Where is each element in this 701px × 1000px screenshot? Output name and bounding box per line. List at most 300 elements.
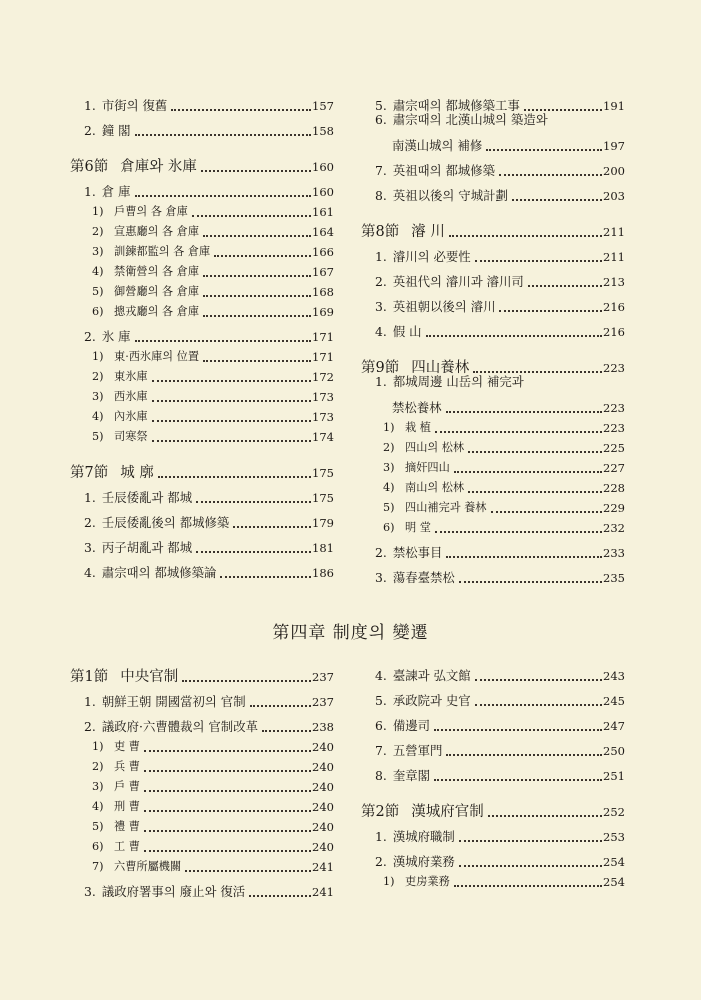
toc-entry-title: 濬川의 必要性 (392, 249, 471, 264)
toc-entry (70, 530, 334, 555)
toc-entry (361, 239, 625, 264)
dot-leader (486, 148, 602, 151)
toc-entry-title: 英祖以後의 守城計劃 (392, 188, 508, 203)
dot-leader (435, 430, 602, 433)
toc-entry (361, 844, 625, 869)
toc-entry-number: 第6節 (70, 159, 109, 175)
toc-page-number: 227 (603, 461, 625, 475)
toc-page-number: 240 (312, 760, 334, 774)
toc-entry-number: 1) (92, 205, 104, 218)
dot-leader (158, 475, 311, 478)
toc-entry-number: 2) (92, 370, 104, 383)
toc-entry-title: 氷 庫 (101, 329, 131, 344)
dot-leader (499, 309, 602, 312)
toc-page-number: 237 (312, 670, 334, 684)
toc-page-number: 175 (312, 466, 334, 480)
toc-entry-title: 城 廓 (120, 465, 154, 481)
toc-entry (361, 475, 625, 495)
toc-entry (70, 113, 334, 138)
toc-page-number: 171 (312, 350, 334, 364)
toc-entry-number: 1. (84, 98, 96, 113)
toc-page-number: 223 (603, 421, 625, 435)
toc-entry-number: 4) (92, 800, 104, 813)
toc-entry-number: 1. (84, 490, 96, 505)
toc-entry (361, 178, 625, 203)
toc-entry (361, 708, 625, 733)
toc-page-number: 233 (603, 546, 625, 560)
toc-entry-title: 蕩春臺禁松 (392, 570, 455, 585)
toc-entry-title: 訓鍊都監의 各 倉庫 (114, 245, 211, 258)
toc-entry-title: 摘奸四山 (405, 461, 450, 474)
toc-entry-title: 英祖代의 濬川과 濬川司 (392, 274, 524, 289)
toc-entry (361, 758, 625, 783)
toc-entry-title: 六曹所屬機關 (114, 860, 182, 873)
toc-entry-number: 6. (375, 718, 387, 733)
toc-entry-title: 栽 植 (405, 421, 431, 434)
toc-entry (361, 495, 625, 515)
dot-leader (454, 470, 602, 473)
dot-leader (220, 575, 311, 578)
toc-entry (70, 88, 334, 113)
toc-column-top-left (70, 88, 334, 580)
toc-page-number: 157 (312, 99, 334, 113)
toc-entry-number: 2. (84, 329, 96, 344)
toc-page-number: 164 (312, 225, 334, 239)
toc-page-number: 160 (312, 185, 334, 199)
toc-entry (70, 754, 334, 774)
toc-page-number: 235 (603, 571, 625, 585)
toc-page-number: 169 (312, 305, 334, 319)
toc-entry-title: 司寒祭 (114, 430, 148, 443)
dot-leader (524, 108, 602, 111)
dot-leader (144, 849, 311, 852)
toc-entry-title: 英祖朝以後의 濬川 (392, 299, 496, 314)
toc-entry-title: 四山養林 (411, 360, 470, 376)
dot-leader (468, 450, 602, 453)
toc-entry-number: 2) (92, 225, 104, 238)
toc-entry-number: 7. (375, 163, 387, 178)
toc-entry-title-continued: 南漢山城의 補修 (392, 138, 483, 153)
toc-page-number: 216 (603, 300, 625, 314)
toc-entry-line (375, 133, 625, 153)
toc-page-number: 253 (603, 830, 625, 844)
toc-entry-title: 宣惠廳의 各 倉庫 (114, 225, 200, 238)
toc-entry-title: 戶 曹 (114, 780, 140, 793)
toc-entry-title: 戶曹의 各 倉庫 (114, 205, 188, 218)
dot-leader (475, 703, 602, 706)
toc-entry-number: 1) (383, 875, 395, 888)
toc-entry-number: 第7節 (70, 465, 109, 481)
toc-entry-title: 摠戎廳의 各 倉庫 (114, 305, 200, 318)
toc-page-number: 241 (312, 860, 334, 874)
toc-entry-number: 5) (383, 501, 395, 514)
dot-leader (262, 729, 311, 732)
dot-leader (528, 284, 602, 287)
toc-column-bottom-right (361, 658, 625, 889)
toc-entry (361, 535, 625, 560)
toc-entry-number: 第1節 (70, 669, 109, 685)
toc-entry-title: 肅宗때의 都城修築工事 (392, 98, 520, 113)
toc-page-number: 197 (603, 139, 625, 153)
dot-leader (475, 259, 602, 262)
dot-leader (475, 678, 602, 681)
toc-entry-title: 吏 曹 (114, 740, 140, 753)
dot-leader (250, 704, 311, 707)
toc-entry (361, 153, 625, 178)
toc-entry-number: 1. (84, 184, 96, 199)
dot-leader (426, 334, 602, 337)
toc-page-number: 173 (312, 410, 334, 424)
toc-entry-number: 2) (383, 441, 395, 454)
toc-entry-number: 8. (375, 768, 387, 783)
toc-entry-number: 7) (92, 860, 104, 873)
toc-entry (361, 375, 625, 415)
toc-column-bottom-left (70, 658, 334, 899)
toc-entry-title: 壬辰倭亂後의 都城修築 (101, 515, 230, 530)
dot-leader (446, 753, 602, 756)
toc-entry-number: 第9節 (361, 360, 400, 376)
toc-page-number: 240 (312, 840, 334, 854)
toc-entry (70, 734, 334, 754)
toc-entry-number: 5) (92, 820, 104, 833)
toc-entry (70, 774, 334, 794)
dot-leader (203, 274, 311, 277)
toc-entry-number: 4. (375, 324, 387, 339)
dot-leader (434, 728, 602, 731)
toc-entry-title: 濬 川 (411, 224, 445, 240)
dot-leader (459, 864, 602, 867)
toc-entry-title: 承政院과 史官 (392, 693, 471, 708)
dot-leader (144, 809, 311, 812)
toc-entry-title: 工 曹 (114, 840, 140, 853)
section-gap (70, 444, 334, 454)
toc-entry (361, 515, 625, 535)
toc-entry-number: 5. (375, 693, 387, 708)
toc-entry-title: 都城周邊 山岳의 補完과 (392, 374, 524, 389)
toc-entry-title: 吏房業務 (405, 875, 450, 888)
toc-entry-number: 6) (92, 305, 104, 318)
toc-entry-title: 五營軍門 (392, 743, 443, 758)
toc-entry (361, 869, 625, 889)
dot-leader (144, 769, 311, 772)
toc-entry (70, 319, 334, 344)
toc-entry-number: 2. (84, 123, 96, 138)
toc-entry-title: 漢城府業務 (392, 854, 455, 869)
toc-entry (70, 344, 334, 364)
toc-entry (70, 834, 334, 854)
toc-entry (70, 199, 334, 219)
toc-entry (70, 259, 334, 279)
toc-page-number: 171 (312, 330, 334, 344)
toc-entry-title: 議政府署事의 廢止와 復活 (101, 884, 246, 899)
toc-page-number: 251 (603, 769, 625, 783)
toc-page-number: 250 (603, 744, 625, 758)
toc-section-heading (361, 349, 625, 375)
toc-page-number: 179 (312, 516, 334, 530)
dot-leader (201, 169, 311, 172)
toc-entry (361, 560, 625, 585)
toc-page-number: 241 (312, 885, 334, 899)
toc-entry-title: 南山의 松林 (405, 481, 465, 494)
toc-entry-number: 3. (375, 299, 387, 314)
toc-page-number: 168 (312, 285, 334, 299)
toc-entry (70, 684, 334, 709)
dot-leader (435, 530, 602, 533)
toc-entry (70, 239, 334, 259)
toc-entry (70, 424, 334, 444)
toc-entry-title: 倉庫와 氷庫 (120, 159, 197, 175)
toc-entry-number: 5. (375, 98, 387, 113)
dot-leader (233, 525, 311, 528)
dot-leader (152, 419, 311, 422)
toc-entry-title: 臺諫과 弘文館 (392, 668, 471, 683)
toc-entry (361, 683, 625, 708)
toc-entry (70, 299, 334, 319)
dot-leader (249, 894, 311, 897)
toc-page-number: 237 (312, 695, 334, 709)
dot-leader (135, 194, 311, 197)
toc-entry-number: 3. (375, 570, 387, 585)
toc-page-number: 172 (312, 370, 334, 384)
toc-entry-title: 議政府·六曹體裁의 官制改革 (101, 719, 258, 734)
toc-entry (361, 733, 625, 758)
dot-leader (203, 294, 311, 297)
toc-page-number: 173 (312, 390, 334, 404)
toc-entry-title: 禁松事目 (392, 545, 443, 560)
section-gap (361, 783, 625, 793)
dot-leader (214, 254, 311, 257)
toc-column-top-right (361, 88, 625, 585)
toc-entry-title: 奎章閣 (392, 768, 430, 783)
toc-entry (70, 279, 334, 299)
toc-entry-title: 禁衛營의 各 倉庫 (114, 265, 200, 278)
toc-entry-number: 3. (84, 540, 96, 555)
toc-entry-title: 市街의 復舊 (101, 98, 168, 113)
toc-entry-number: 5) (92, 430, 104, 443)
toc-page-number: 223 (603, 361, 625, 375)
toc-entry (70, 174, 334, 199)
toc-page-number: 158 (312, 124, 334, 138)
toc-entry-number: 2. (375, 545, 387, 560)
toc-page-number: 203 (603, 189, 625, 203)
toc-entry-title: 御營廳의 各 倉庫 (114, 285, 200, 298)
toc-page-number: 167 (312, 265, 334, 279)
toc-entry-number: 6) (383, 521, 395, 534)
dot-leader (185, 869, 311, 872)
toc-entry-number: 2. (375, 854, 387, 869)
toc-page-number: 240 (312, 800, 334, 814)
toc-page-number: 200 (603, 164, 625, 178)
dot-leader (473, 370, 602, 373)
toc-entry (361, 314, 625, 339)
dot-leader (512, 198, 602, 201)
toc-entry-number: 3) (383, 461, 395, 474)
dot-leader (203, 359, 311, 362)
toc-page-number: 166 (312, 245, 334, 259)
toc-page-number: 252 (603, 805, 625, 819)
section-gap (70, 138, 334, 148)
toc-entry-line (375, 395, 625, 415)
toc-entry-number: 2) (92, 760, 104, 773)
toc-entry-title: 漢城府官制 (411, 804, 484, 820)
dot-leader (152, 399, 311, 402)
toc-page-number: 175 (312, 491, 334, 505)
dot-leader (459, 580, 602, 583)
dot-leader (454, 884, 602, 887)
chapter-heading: 第四章 制度의 變遷 (272, 623, 429, 643)
toc-entry-number: 8. (375, 188, 387, 203)
toc-entry-number: 3) (92, 245, 104, 258)
toc-entry-title: 西氷庫 (114, 390, 148, 403)
dot-leader (182, 679, 311, 682)
toc-entry (361, 435, 625, 455)
toc-page-number: 245 (603, 694, 625, 708)
toc-page-number: 186 (312, 566, 334, 580)
dot-leader (171, 108, 311, 111)
toc-entry (70, 794, 334, 814)
toc-entry (70, 874, 334, 899)
toc-entry (361, 289, 625, 314)
toc-entry-number: 2. (84, 719, 96, 734)
dot-leader (459, 839, 602, 842)
toc-entry-title: 禮 曹 (114, 820, 140, 833)
dot-leader (144, 749, 311, 752)
toc-entry-number: 1. (84, 694, 96, 709)
toc-page-number: 213 (603, 275, 625, 289)
toc-entry-number: 1) (383, 421, 395, 434)
toc-page-number: 238 (312, 720, 334, 734)
toc-entry-number: 4) (92, 410, 104, 423)
toc-page-number: 240 (312, 820, 334, 834)
toc-page-number: 240 (312, 740, 334, 754)
toc-entry (361, 819, 625, 844)
toc-entry-title: 肅宗때의 都城修築論 (101, 565, 217, 580)
toc-entry-title: 四山의 松林 (405, 441, 465, 454)
toc-entry-title-continued: 禁松養林 (392, 400, 442, 415)
toc-entry-title: 明 堂 (405, 521, 431, 534)
toc-page-number: 161 (312, 205, 334, 219)
toc-page-number: 160 (312, 160, 334, 174)
toc-entry-line (375, 113, 625, 133)
toc-entry-title: 英祖때의 都城修築 (392, 163, 496, 178)
toc-entry-number: 1. (375, 829, 387, 844)
dot-leader (144, 829, 311, 832)
toc-page-number: 254 (603, 875, 625, 889)
dot-leader (152, 379, 311, 382)
toc-entry-number: 1) (92, 350, 104, 363)
dot-leader (446, 555, 602, 558)
toc-entry (361, 113, 625, 153)
toc-entry (70, 814, 334, 834)
toc-entry (70, 709, 334, 734)
dot-leader (196, 500, 311, 503)
toc-entry-title: 刑 曹 (114, 800, 140, 813)
dot-leader (468, 490, 602, 493)
toc-entry-title: 漢城府職制 (392, 829, 455, 844)
toc-page-number: 174 (312, 430, 334, 444)
section-gap (361, 339, 625, 349)
toc-entry-title: 朝鮮王朝 開國當初의 官制 (101, 694, 246, 709)
toc-entry (70, 505, 334, 530)
toc-entry-number: 3. (84, 884, 96, 899)
toc-entry-number: 3) (92, 780, 104, 793)
toc-entry-title: 假 山 (392, 324, 422, 339)
toc-entry-title: 備邊司 (392, 718, 430, 733)
toc-entry-number: 5) (92, 285, 104, 298)
toc-page-number: 228 (603, 481, 625, 495)
toc-entry-title: 四山補完과 養林 (405, 501, 487, 514)
toc-section-heading (70, 148, 334, 174)
dot-leader (152, 439, 311, 442)
toc-entry-number: 第8節 (361, 224, 400, 240)
dot-leader (135, 133, 311, 136)
toc-entry-number: 1. (375, 374, 387, 389)
toc-entry-number: 3) (92, 390, 104, 403)
toc-section-heading (70, 658, 334, 684)
toc-page-number: 247 (603, 719, 625, 733)
dot-leader (196, 550, 311, 553)
toc-entry-number: 6. (375, 112, 387, 127)
toc-entry-number: 4. (84, 565, 96, 580)
toc-entry (70, 480, 334, 505)
toc-entry-number: 1. (375, 249, 387, 264)
dot-leader (491, 510, 603, 513)
toc-entry-title: 東·西氷庫의 位置 (114, 350, 200, 363)
toc-entry-title: 壬辰倭亂과 都城 (101, 490, 193, 505)
toc-entry (70, 555, 334, 580)
toc-entry-title: 丙子胡亂과 都城 (101, 540, 193, 555)
dot-leader (192, 214, 311, 217)
toc-page-number: 225 (603, 441, 625, 455)
toc-page-number: 243 (603, 669, 625, 683)
toc-entry-title: 兵 曹 (114, 760, 140, 773)
toc-entry-title: 中央官制 (120, 669, 179, 685)
toc-page-number: 229 (603, 501, 625, 515)
toc-page-number: 232 (603, 521, 625, 535)
toc-entry-number: 1) (92, 740, 104, 753)
toc-entry-title: 肅宗때의 北漢山城의 築造와 (392, 112, 548, 127)
toc-entry-number: 4) (383, 481, 395, 494)
toc-entry-number: 4) (92, 265, 104, 278)
dot-leader (449, 234, 602, 237)
toc-page-number: 211 (603, 250, 625, 264)
toc-section-heading (361, 793, 625, 819)
toc-entry (70, 219, 334, 239)
toc-entry (70, 384, 334, 404)
toc-entry-title: 倉 庫 (101, 184, 131, 199)
toc-page-number: 181 (312, 541, 334, 555)
toc-entry (361, 415, 625, 435)
toc-entry-number: 2. (84, 515, 96, 530)
toc-entry-title: 東氷庫 (114, 370, 148, 383)
dot-leader (488, 814, 602, 817)
toc-entry-number: 第2節 (361, 804, 400, 820)
toc-section-heading (361, 213, 625, 239)
toc-section-heading (70, 454, 334, 480)
toc-entry-number: 6) (92, 840, 104, 853)
toc-entry (70, 404, 334, 424)
toc-entry (361, 455, 625, 475)
dot-leader (434, 778, 602, 781)
toc-entry-number: 4. (375, 668, 387, 683)
dot-leader (446, 410, 602, 413)
toc-entry-number: 2. (375, 274, 387, 289)
toc-page-number: 191 (603, 99, 625, 113)
toc-entry-title: 鐘 閣 (101, 123, 131, 138)
dot-leader (203, 234, 311, 237)
toc-page-number: 240 (312, 780, 334, 794)
toc-entry (361, 658, 625, 683)
